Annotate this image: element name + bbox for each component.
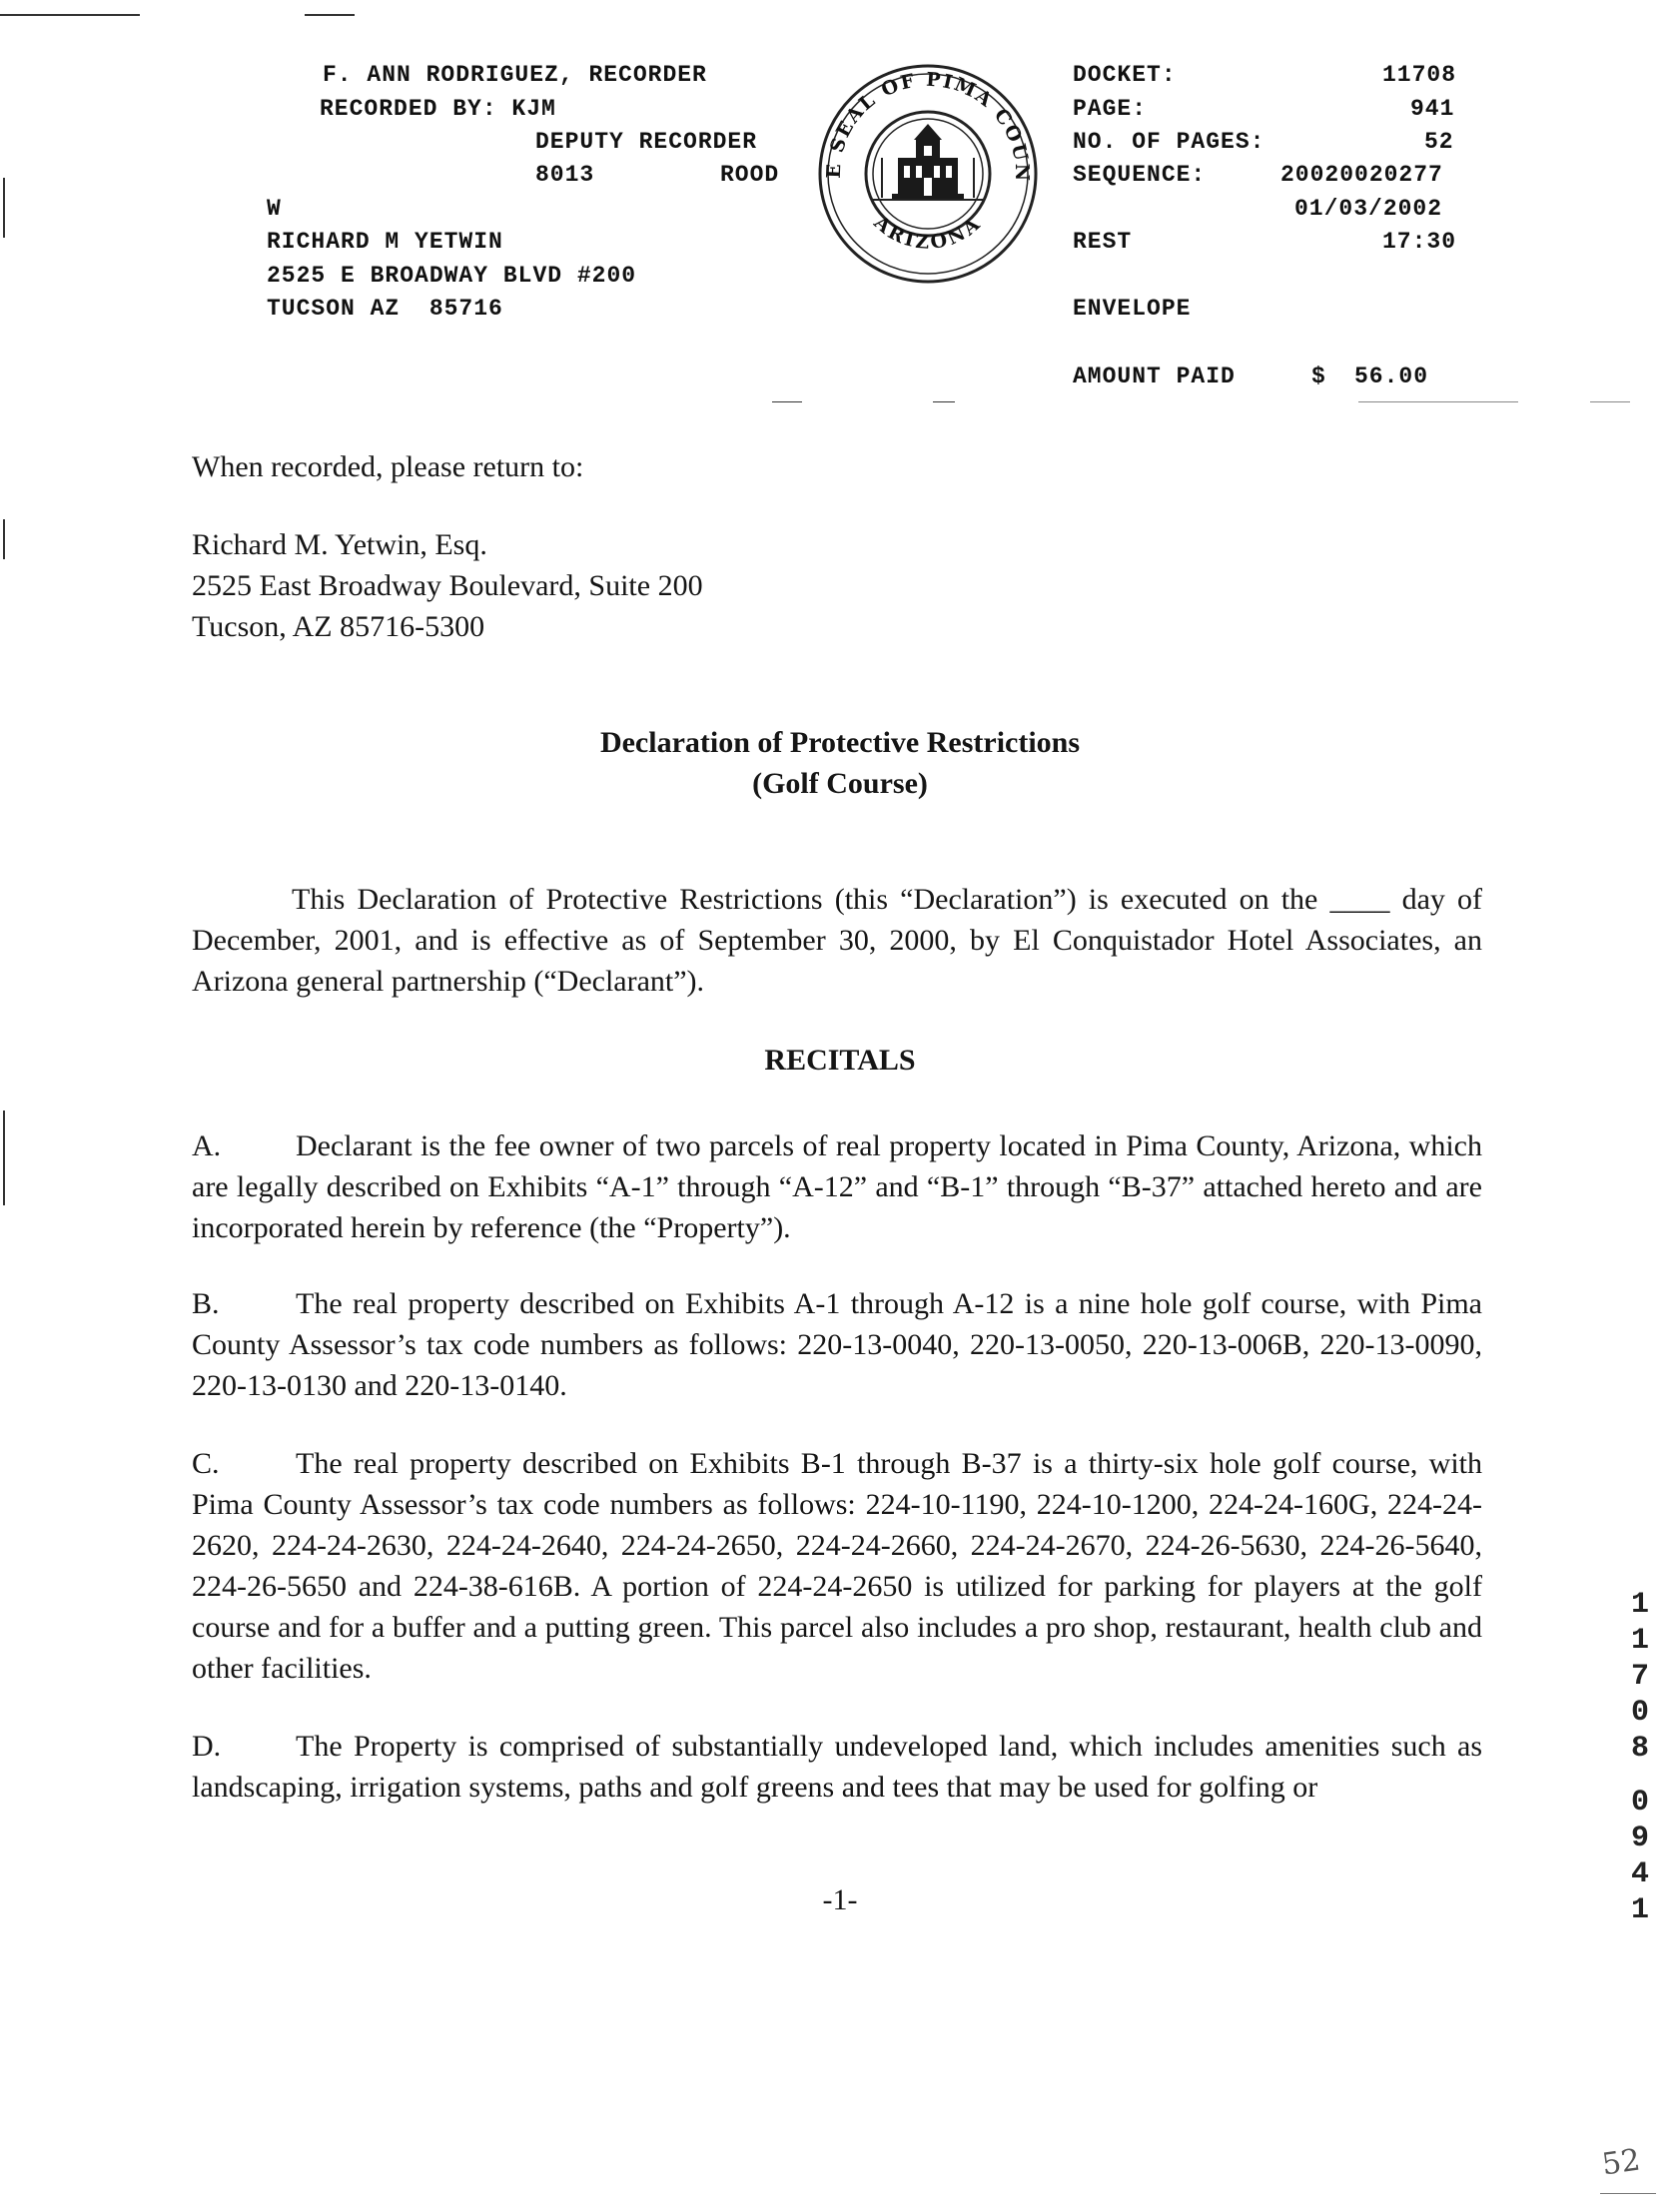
scan-mark xyxy=(1600,2193,1656,2194)
margin-docket-char: 1 xyxy=(1630,1588,1649,1622)
amount-value: 56.00 xyxy=(1354,364,1429,389)
seal-emblem-icon xyxy=(812,58,1044,290)
margin-docket-char: 0 xyxy=(1630,1786,1649,1820)
margin-docket-char: 8 xyxy=(1630,1732,1649,1766)
recital-label: A. xyxy=(192,1129,222,1162)
recital-text: The real property described on Exhibits A-1 through A-12 is a nine hole golf course, with Pima County Assessor’s tax code numbers as follows: 220-13-0040, 220-13-0050, 220-13-006B, 220-13-0090, 220-13-0130 and 220-13-0140. xyxy=(192,1287,1482,1402)
rest-label: REST xyxy=(1073,229,1133,255)
recital-c xyxy=(192,1443,1482,1689)
margin-docket-char: 1 xyxy=(1630,1893,1649,1927)
recital-a xyxy=(192,1125,1482,1248)
recording-time: 17:30 xyxy=(1382,229,1457,255)
pages-value: 52 xyxy=(1424,129,1454,155)
recital-text: Declarant is the fee owner of two parcels of real property located in Pima County, Arizona, which are legally described on Exhibits “A-1” through “A-12” and “B-1” through “B-37” attached hereto and are incorporated herein by reference (the “Property”). xyxy=(192,1129,1482,1244)
scan-mark xyxy=(772,401,802,402)
scan-mark xyxy=(933,401,955,402)
document-subtitle: (Golf Course) xyxy=(752,767,928,800)
recipient-city: TUCSON AZ 85716 xyxy=(267,296,503,322)
docket-value: 11708 xyxy=(1382,62,1457,88)
scan-mark xyxy=(1590,401,1630,402)
recorder-name: F. ANN RODRIGUEZ, RECORDER xyxy=(323,62,707,88)
svg-text:THE SEAL OF PIMA COUNTY: E SEAL OF PIMA COUN xyxy=(822,68,1034,184)
recital-label: D. xyxy=(192,1730,222,1763)
scan-mark xyxy=(305,14,355,16)
envelope-label: ENVELOPE xyxy=(1073,296,1192,322)
page-number: -1- xyxy=(822,1883,858,1916)
margin-docket-char: 1 xyxy=(1630,1624,1649,1658)
corner-handwritten-mark: 52 xyxy=(1599,2142,1643,2183)
recipient-name: RICHARD M YETWIN xyxy=(267,229,503,255)
scan-mark xyxy=(0,14,140,16)
recipient-address: 2525 E BROADWAY BLVD #200 xyxy=(267,263,637,289)
recital-text: The Property is comprised of substantially undeveloped land, which includes amenities such as landscaping, irrigation systems, paths and golf greens and tees that may be used for golfing or xyxy=(192,1730,1482,1804)
svg-text:ARIZONA: ARIZONA xyxy=(869,211,987,254)
sequence-label: SEQUENCE: xyxy=(1073,162,1207,188)
margin-docket-char: 0 xyxy=(1630,1696,1649,1730)
recital-d xyxy=(192,1726,1482,1808)
recital-text: The real property described on Exhibits B-1 through B-37 is a thirty-six hole golf course, with Pima County Assessor’s tax code numbers as follows: 224-10-1190, 224-10-1200, 224-24-160G, 224-24-2620, 224-24-2630, 224-24-2640, 224-24-2650, 224-24-2660, 224-24-2670, 224-26-5630, 224-26-5640, 224-26-5650 and 224-38-616B. A portion of 224-24-2650 is utilized for parking for players at the golf course and for a buffer and a putting green. This parcel also includes a pro shop, restaurant, health club and other facilities. xyxy=(192,1447,1482,1685)
sequence-value: 20020020277 xyxy=(1280,162,1443,188)
return-to-city: Tucson, AZ 85716-5300 xyxy=(192,610,485,643)
scan-mark xyxy=(3,178,5,238)
margin-docket-char: 7 xyxy=(1630,1660,1649,1694)
margin-docket-char: 4 xyxy=(1630,1857,1649,1891)
return-to-intro: When recorded, please return to: xyxy=(192,450,584,483)
scan-mark xyxy=(3,1110,5,1205)
county-seal xyxy=(812,58,1044,290)
docket-label: DOCKET: xyxy=(1073,62,1177,88)
recitals-heading: RECITALS xyxy=(764,1044,916,1077)
intro-paragraph: This Declaration of Protective Restrictions (this “Declaration”) is executed on the ____ day of December, 2001, and is effective as of September 30, 2000, by El Conquistador Hotel Associates, an Arizona general partnership (“Declarant”). xyxy=(192,883,1482,998)
recital-label: B. xyxy=(192,1287,220,1320)
document-title: Declaration of Protective Restrictions xyxy=(599,726,1081,759)
deputy-recorder: DEPUTY RECORDER xyxy=(535,129,758,155)
return-to-street: 2525 East Broadway Boulevard, Suite 200 xyxy=(192,569,703,602)
recorded-by: RECORDED BY: KJM xyxy=(320,96,556,122)
pages-label: NO. OF PAGES: xyxy=(1073,129,1265,155)
amount-currency: $ xyxy=(1311,364,1326,389)
recipient-flag: W xyxy=(267,196,282,222)
recital-label: C. xyxy=(192,1447,220,1480)
scan-mark xyxy=(1358,401,1518,402)
page-label: PAGE: xyxy=(1073,96,1148,122)
deputy-code: 8013 xyxy=(535,162,595,188)
page-value: 941 xyxy=(1410,96,1455,122)
recital-b xyxy=(192,1283,1482,1406)
amount-label: AMOUNT PAID xyxy=(1073,364,1236,389)
scan-mark xyxy=(3,519,5,559)
deputy-initials: ROOD xyxy=(720,162,780,188)
recording-date: 01/03/2002 xyxy=(1294,196,1443,222)
margin-docket-char: 9 xyxy=(1630,1822,1649,1855)
return-to-name: Richard M. Yetwin, Esq. xyxy=(192,528,487,561)
